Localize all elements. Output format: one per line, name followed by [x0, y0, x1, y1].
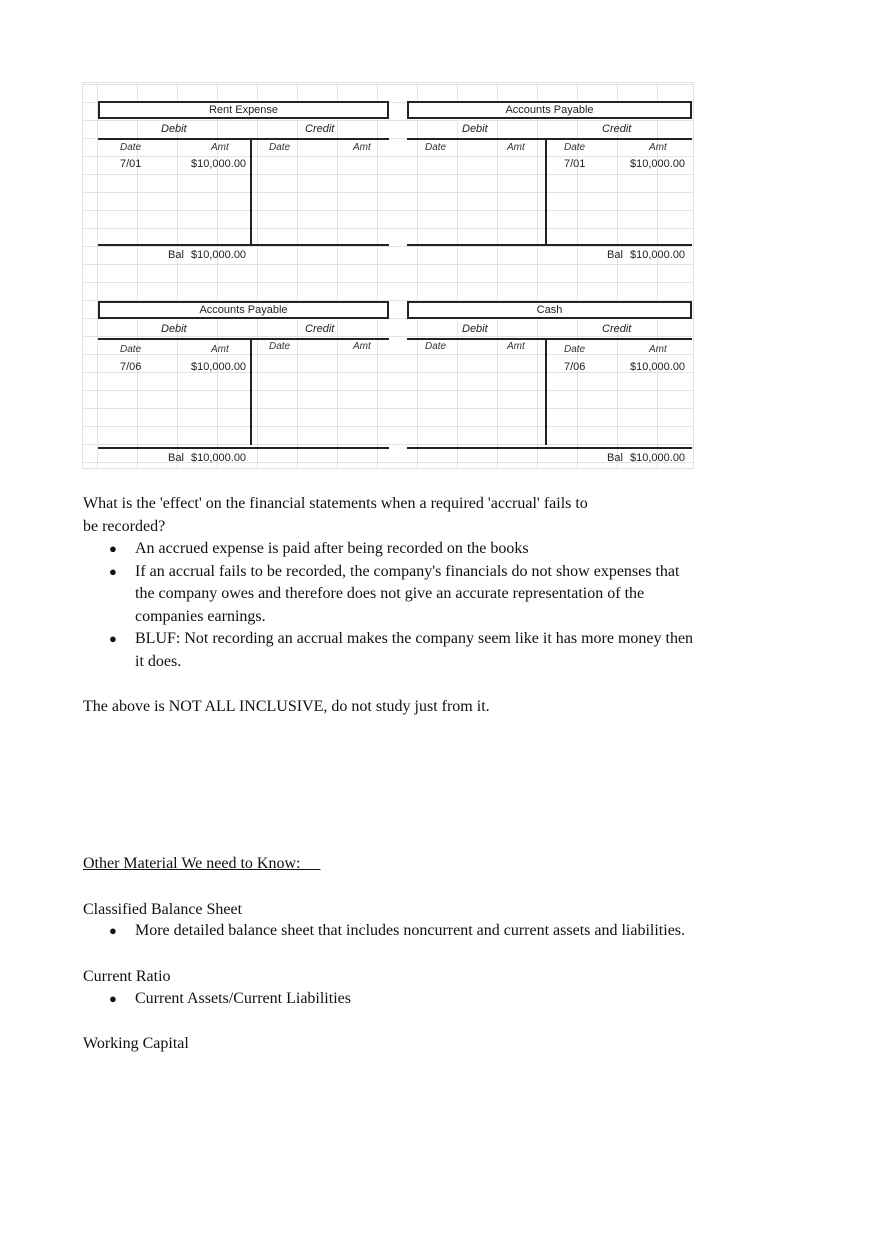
list-item: [83, 628, 693, 673]
t-account-title: Cash: [407, 301, 692, 319]
debit-date-header: Date: [425, 341, 447, 352]
list-item: [83, 561, 693, 629]
credit-amt-header: Amt: [353, 142, 371, 153]
credit-amt-header: Amt: [649, 142, 667, 153]
t-divider: [250, 138, 252, 245]
credit-date-header: Date: [269, 142, 291, 153]
current-ratio-list: [83, 988, 351, 1011]
t-account-accounts-payable-1: [407, 101, 692, 276]
entry-date: 7/01: [564, 158, 586, 170]
disclaimer: The above is NOT ALL INCLUSIVE, do not study just from it.: [83, 698, 490, 715]
bullet-text: If an accrual fails to be recorded, the company's financials do not show expenses that: [135, 562, 680, 580]
credit-label: Credit: [602, 323, 632, 335]
header-rule: [98, 338, 389, 340]
bullet-text: it does.: [135, 652, 182, 670]
t-account-title: Accounts Payable: [407, 101, 692, 119]
credit-amt-header: Amt: [353, 341, 371, 352]
classified-balance-sheet-list: [83, 920, 685, 943]
t-divider: [545, 138, 547, 245]
bullet-icon: ●: [109, 991, 117, 1006]
header-rule: [98, 138, 389, 140]
question-line-1: What is the 'effect' on the financial statements when a required 'accrual' fails to: [83, 495, 588, 512]
debit-label: Debit: [462, 123, 488, 135]
entry-amount: $10,000.00: [630, 361, 686, 373]
bullet-text: An accrued expense is paid after being recorded on the books: [135, 540, 529, 557]
credit-label: Credit: [602, 123, 632, 135]
balance-rule: [98, 244, 389, 246]
bullet-text: More detailed balance sheet that includes noncurrent and current assets and liabilities.: [135, 922, 686, 939]
other-material-heading: [83, 853, 320, 876]
bullet-text: BLUF: Not recording an accrual makes the company seem like it has more money then: [135, 630, 694, 647]
balance-amount: $10,000.00: [630, 249, 686, 261]
debit-label: Debit: [462, 323, 488, 335]
bullet-icon: ●: [109, 923, 117, 938]
entry-date: 7/01: [120, 158, 142, 170]
balance-label: Bal: [168, 452, 184, 464]
bullet-icon: ●: [109, 541, 117, 556]
header-rule: [407, 338, 692, 340]
credit-label: Credit: [305, 123, 335, 135]
debit-amt-header: Amt: [507, 341, 525, 352]
section-title-current-ratio: Current Ratio: [83, 968, 171, 985]
answer-bullet-list: [83, 538, 693, 673]
balance-amount: $10,000.00: [630, 452, 686, 464]
credit-date-header: Date: [564, 142, 586, 153]
entry-amount: $10,000.00: [191, 361, 247, 373]
entry-date: 7/06: [564, 361, 586, 373]
list-item: [83, 920, 685, 943]
balance-label: Bal: [168, 249, 184, 261]
heading-text: Other Material We need to Know:: [83, 855, 301, 872]
balance-rule: [407, 244, 692, 246]
entry-amount: $10,000.00: [630, 158, 686, 170]
debit-amt-header: Amt: [507, 142, 525, 153]
debit-date-header: Date: [120, 344, 142, 355]
bullet-icon: ●: [109, 631, 117, 646]
section-title-classified-balance-sheet: Classified Balance Sheet: [83, 901, 243, 918]
header-rule: [407, 138, 692, 140]
balance-amount: $10,000.00: [191, 249, 247, 261]
t-accounts-image: [83, 83, 693, 468]
t-divider: [545, 338, 547, 445]
question-line-2: be recorded?: [83, 517, 166, 535]
entry-date: 7/06: [120, 361, 142, 373]
balance-label: Bal: [607, 249, 623, 261]
balance-rule: [407, 447, 692, 449]
debit-amt-header: Amt: [211, 142, 229, 153]
t-divider: [250, 338, 252, 445]
balance-label: Bal: [607, 452, 623, 464]
debit-label: Debit: [161, 123, 187, 135]
t-account-title: Accounts Payable: [98, 301, 389, 319]
credit-date-header: Date: [269, 341, 291, 352]
bullet-text: Current Assets/Current Liabilities: [135, 990, 351, 1007]
bullet-text: the company owes and therefore does not give an accurate representation of the: [135, 585, 645, 602]
list-item: [83, 988, 351, 1011]
credit-label: Credit: [305, 323, 335, 335]
t-account-rent-expense: [98, 101, 383, 276]
debit-date-header: Date: [120, 142, 142, 153]
debit-label: Debit: [161, 323, 187, 335]
debit-amt-header: Amt: [211, 344, 229, 355]
balance-amount: $10,000.00: [191, 452, 247, 464]
t-account-accounts-payable-2: [98, 301, 383, 476]
list-item: [83, 538, 693, 561]
t-account-cash: [407, 301, 692, 476]
balance-rule: [98, 447, 389, 449]
credit-date-header: Date: [564, 344, 586, 355]
bullet-icon: ●: [109, 563, 117, 579]
entry-amount: $10,000.00: [191, 158, 247, 170]
bullet-text: companies earnings.: [135, 607, 266, 625]
debit-date-header: Date: [425, 142, 447, 153]
section-title-working-capital: Working Capital: [83, 1035, 189, 1052]
credit-amt-header: Amt: [649, 344, 667, 355]
t-account-title: Rent Expense: [98, 101, 389, 119]
